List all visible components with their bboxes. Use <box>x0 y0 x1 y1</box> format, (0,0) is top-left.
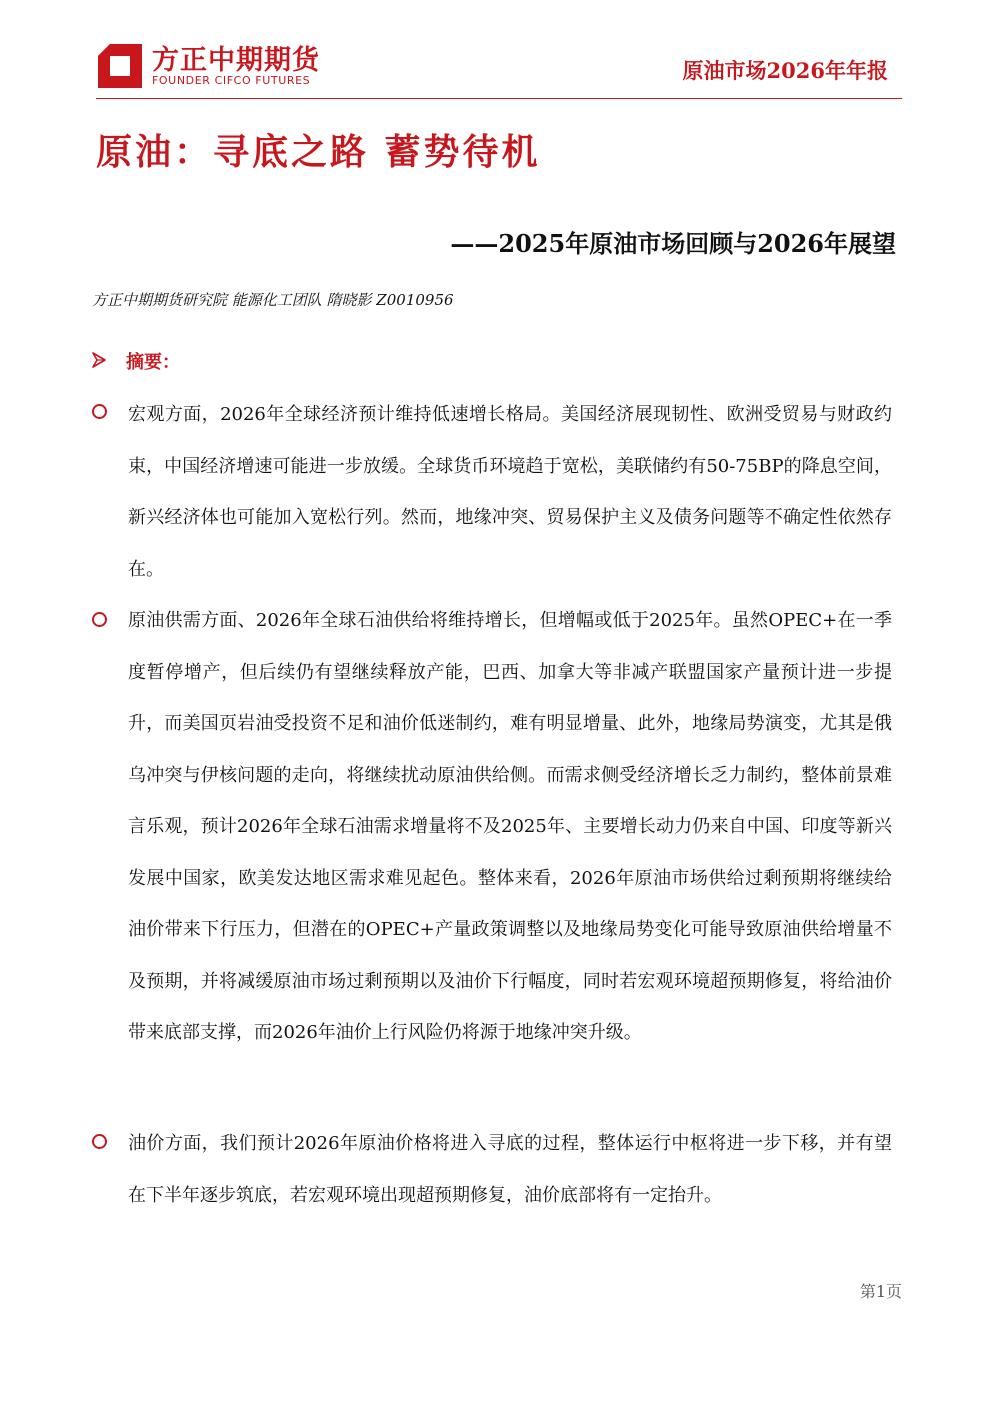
circle-bullet-icon <box>92 404 107 419</box>
logo-english-name: FOUNDER CIFCO FUTURES <box>152 74 311 87</box>
abstract-paragraph-macro: 宏观方面，2026年全球经济预计维持低速增长格局。美国经济展现韧性、欧洲受贸易与财政约束，中国经济增速可能进一步放缓。全球货币环境趋于宽松，美联储约有50-75BP的降息空间，新兴经济体也可能加入宽松行列。然而，地缘冲突、贸易保护主义及债务问题等不确定性依然存在。 <box>128 404 892 580</box>
abstract-label: 摘要： <box>126 352 180 373</box>
logo-chinese-name: 方正中期期货 <box>152 45 320 76</box>
report-series-title: 原油市场2026年年报 <box>682 58 888 83</box>
header-divider <box>96 98 902 99</box>
abstract-paragraph-oil-price: 油价方面，我们预计2026年原油价格将进入寻底的过程，整体运行中枢将进一步下移，并有望在下半年逐步筑底，若宏观环境出现超预期修复，油价底部将有一定抬升。 <box>128 1133 892 1206</box>
report-main-title: 原油：寻底之路 蓄势待机 <box>96 131 541 173</box>
arrow-right-icon <box>92 352 106 368</box>
logo-mark-icon <box>96 42 144 90</box>
page-number: 第1页 <box>859 1282 902 1301</box>
circle-bullet-icon <box>92 1134 107 1149</box>
circle-bullet-icon <box>92 612 107 627</box>
report-subtitle: ——2025年原油市场回顾与2026年展望 <box>450 229 896 258</box>
abstract-paragraph-supply-demand: 原油供需方面、2026年全球石油供给将维持增长，但增幅或低于2025年。虽然OPEC+在一季度暂停增产，但后续仍有望继续释放产能，巴西、加拿大等非减产联盟国家产量预计进一步提升，而美国页岩油受投资不足和油价低迷制约，难有明显增量、此外，地缘局势演变，尤其是俄乌冲突与伊核问题的走向，将继续扰动原油供给侧。而需求侧受经济增长乏力制约，整体前景难言乐观，预计2026年全球石油需求增量将不及2025年、主要增长动力仍来自中国、印度等新兴发展中国家，欧美发达地区需求难见起色。整体来看，2026年原油市场供给过剩预期将继续给油价带来下行压力，但潜在的OPEC+产量政策调整以及地缘局势变化可能导致原油供给增量不及预期，并将减缓原油市场过剩预期以及油价下行幅度，同时若宏观环境超预期修复，将给油价带来底部支撑，而2026年油价上行风险仍将源于地缘冲突升级。 <box>128 610 892 1043</box>
company-logo <box>96 38 336 90</box>
author-line: 方正中期期货研究院 能源化工团队 隋晓影 Z0010956 <box>92 291 454 309</box>
